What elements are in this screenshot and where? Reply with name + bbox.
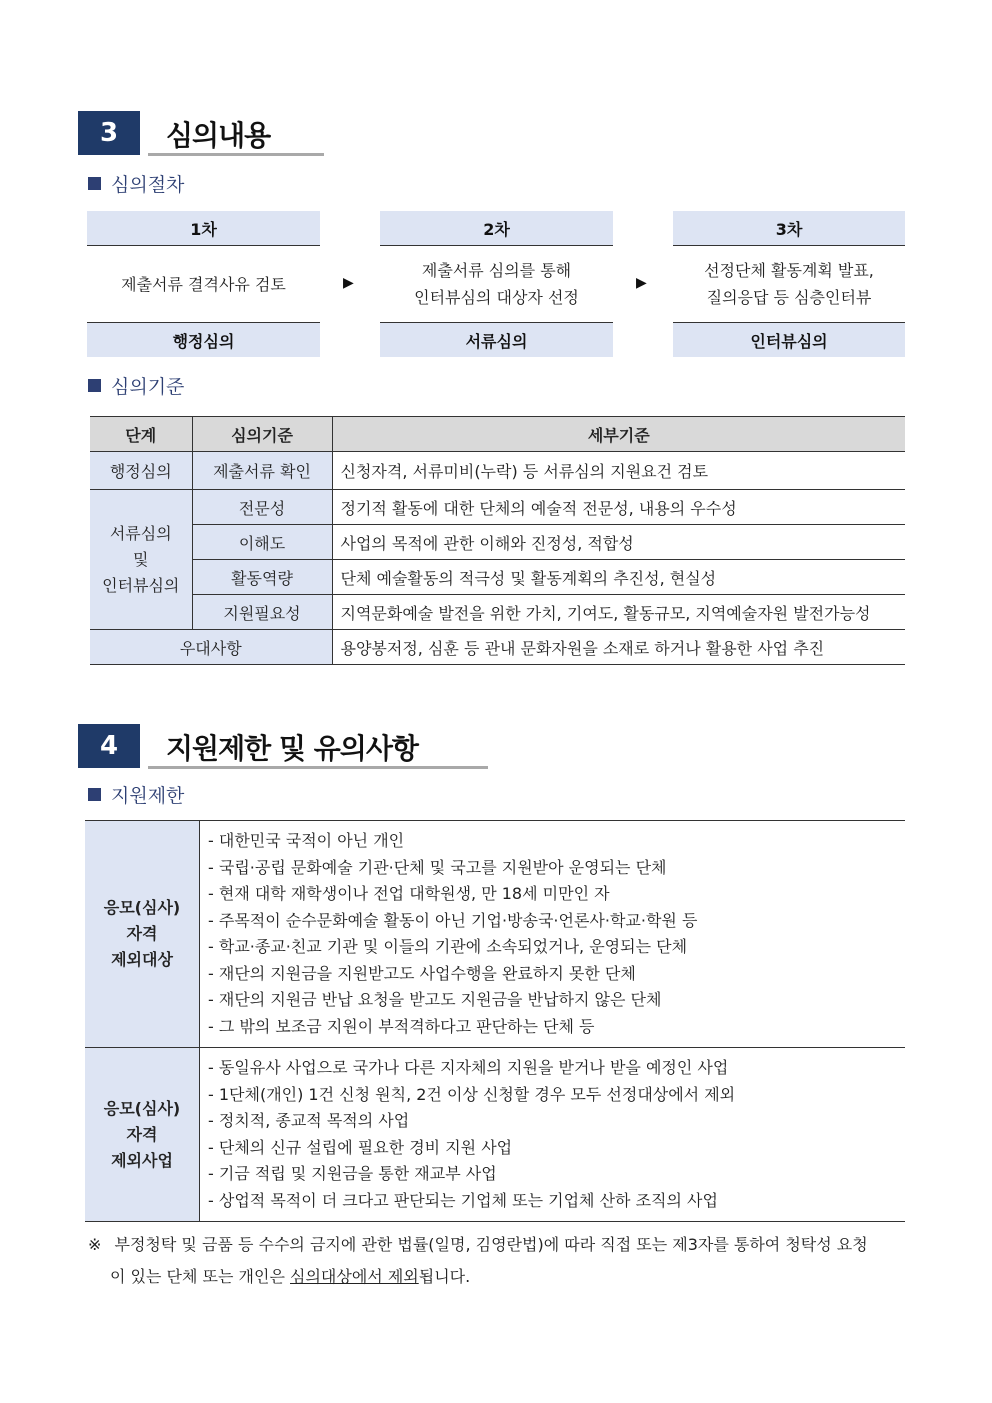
limit-group-excluded-projects <box>85 1048 905 1222</box>
preference-label-cell: 우대사항 <box>90 630 332 665</box>
footnote-line-1 <box>88 1229 918 1261</box>
arrow-right-icon: ▶ <box>343 275 354 291</box>
detail-cell: 사업의 목적에 관한 이해와 진정성, 적합성 <box>332 525 905 560</box>
criterion-cell: 제출서류 확인 <box>192 452 332 490</box>
group-label <box>85 1048 200 1222</box>
table-header-row <box>90 417 905 452</box>
stage-line: 및 <box>133 549 149 569</box>
table-row <box>90 560 905 595</box>
limit-heading <box>88 781 184 808</box>
detail-cell: 용양봉저정, 심훈 등 관내 문화자원을 소재로 하거나 활용한 사업 추진 <box>332 630 905 665</box>
square-bullet-icon <box>88 788 101 801</box>
group-label-line: 응모(심사) <box>103 898 181 917</box>
step-desc-line: 제출서류 결격사유 검토 <box>121 274 286 294</box>
group-label-line: 제외사업 <box>111 1150 173 1170</box>
step-desc-line: 인터뷰심의 대상자 선정 <box>414 288 579 307</box>
stage-line: 서류심의 <box>109 523 172 543</box>
list-item: - 동일유사 사업으로 국가나 다른 지자체의 지원을 받거나 받을 예정인 사업 <box>208 1058 729 1077</box>
column-header: 심의기준 <box>192 417 332 452</box>
stage-cell <box>90 490 192 630</box>
step-name: 서류심의 <box>380 322 613 357</box>
list-item: - 정치적, 종교적 목적의 사업 <box>208 1111 410 1130</box>
footnote-text: 부정청탁 및 금품 등 수수의 금지에 관한 법률(일명, 김영란법)에 따라 직접 또는 제3자를 통하여 청탁성 요청 <box>114 1235 868 1254</box>
list-item: - 대한민국 국적이 아닌 개인 <box>208 831 405 850</box>
step-description <box>87 246 320 322</box>
detail-cell: 지역문화예술 발전을 위한 가치, 기여도, 활동규모, 지역예술자원 발전가능성 <box>332 595 905 630</box>
list-item: - 학교·종교·친교 기관 및 이들의 기관에 소속되었거나, 운영되는 단체 <box>208 937 688 956</box>
footnote-text: 이 있는 단체 또는 개인은 <box>110 1267 290 1286</box>
step-name: 인터뷰심의 <box>673 322 905 357</box>
procedure-step-2 <box>380 211 613 357</box>
list-item: - 그 밖의 보조금 지원이 부적격하다고 판단하는 단체 등 <box>208 1016 595 1036</box>
step-description <box>380 246 613 322</box>
criteria-heading-text: 심의기준 <box>111 376 185 398</box>
section-4-title: 지원제한 및 유의사항 <box>166 732 418 765</box>
procedure-step-3 <box>673 211 905 357</box>
section-3-number: 3 <box>78 111 140 155</box>
list-item: - 현재 대학 재학생이나 전업 대학원생, 만 18세 미만인 자 <box>208 884 610 903</box>
procedure-step-1 <box>87 211 320 357</box>
step-stage: 2차 <box>380 211 613 246</box>
procedure-heading-text: 심의절차 <box>111 174 185 196</box>
column-header: 세부기준 <box>332 417 905 452</box>
list-item: - 상업적 목적이 더 크다고 판단되는 기업체 또는 기업체 산하 조직의 사업 <box>208 1190 718 1210</box>
step-description <box>673 246 905 322</box>
reference-mark: ※ <box>88 1235 102 1254</box>
detail-cell: 신청자격, 서류미비(누락) 등 서류심의 지원요건 검토 <box>332 452 905 490</box>
detail-cell: 단체 예술활동의 적극성 및 활동계획의 추진성, 현실성 <box>332 560 905 595</box>
detail-cell: 정기적 활동에 대한 단체의 예술적 전문성, 내용의 우수성 <box>332 490 905 525</box>
list-item: - 국립·공립 문화예술 기관·단체 및 국고를 지원받아 운영되는 단체 <box>208 857 667 877</box>
list-item: - 단체의 신규 설립에 필요한 경비 지원 사업 <box>208 1137 513 1157</box>
limit-table <box>85 820 905 1222</box>
table-row <box>90 630 905 665</box>
step-desc-line: 선정단체 활동계획 발표, <box>704 261 874 280</box>
stage-cell: 행정심의 <box>90 452 192 490</box>
footnote-emphasis: 심의대상에서 제외 <box>290 1267 419 1286</box>
group-label-line: 자격 <box>126 1124 158 1144</box>
group-label-line: 자격 <box>126 924 158 943</box>
criterion-cell: 지원필요성 <box>192 595 332 630</box>
step-stage: 3차 <box>673 211 905 246</box>
square-bullet-icon <box>88 379 101 392</box>
section-3-underline <box>148 153 324 156</box>
step-stage: 1차 <box>87 211 320 246</box>
table-row <box>90 525 905 560</box>
criteria-table <box>90 416 905 665</box>
list-item: - 기금 적립 및 지원금을 통한 재교부 사업 <box>208 1164 497 1183</box>
footnote-text: 됩니다. <box>418 1267 471 1286</box>
limit-heading-text: 지원제한 <box>111 785 185 807</box>
step-desc-line: 제출서류 심의를 통해 <box>421 261 572 280</box>
footnote <box>88 1229 918 1293</box>
criteria-heading <box>88 372 184 399</box>
group-label <box>85 821 200 1048</box>
section-4-number: 4 <box>78 724 140 768</box>
list-item: - 주목적이 순수문화예술 활동이 아닌 기업·방송국·언론사·학교·학원 등 <box>208 910 698 930</box>
step-desc-line: 질의응답 등 심층인터뷰 <box>706 288 872 307</box>
stage-line: 인터뷰심의 <box>102 575 180 595</box>
section-4-underline <box>148 766 488 769</box>
criterion-cell: 활동역량 <box>192 560 332 595</box>
group-label-line: 제외대상 <box>111 950 173 969</box>
criterion-cell: 전문성 <box>192 490 332 525</box>
list-item: - 재단의 지원금을 지원받고도 사업수행을 완료하지 못한 단체 <box>208 963 636 983</box>
section-3-title: 심의내용 <box>166 119 271 152</box>
criterion-cell: 이해도 <box>192 525 332 560</box>
group-items <box>200 821 906 1048</box>
square-bullet-icon <box>88 177 101 190</box>
limit-group-excluded-applicants <box>85 821 905 1048</box>
list-item: - 1단체(개인) 1건 신청 원칙, 2건 이상 신청할 경우 모두 선정대상에서 제외 <box>208 1084 736 1104</box>
group-label-line: 응모(심사) <box>103 1098 181 1118</box>
table-row <box>90 452 905 490</box>
step-name: 행정심의 <box>87 322 320 357</box>
arrow-right-icon: ▶ <box>636 275 647 291</box>
column-header: 단계 <box>90 417 192 452</box>
procedure-heading <box>88 170 184 197</box>
list-item: - 재단의 지원금 반납 요청을 받고도 지원금을 반납하지 않은 단체 <box>208 990 662 1009</box>
group-items <box>200 1048 906 1222</box>
table-row <box>90 595 905 630</box>
table-row <box>90 490 905 525</box>
footnote-line-2 <box>88 1261 918 1293</box>
